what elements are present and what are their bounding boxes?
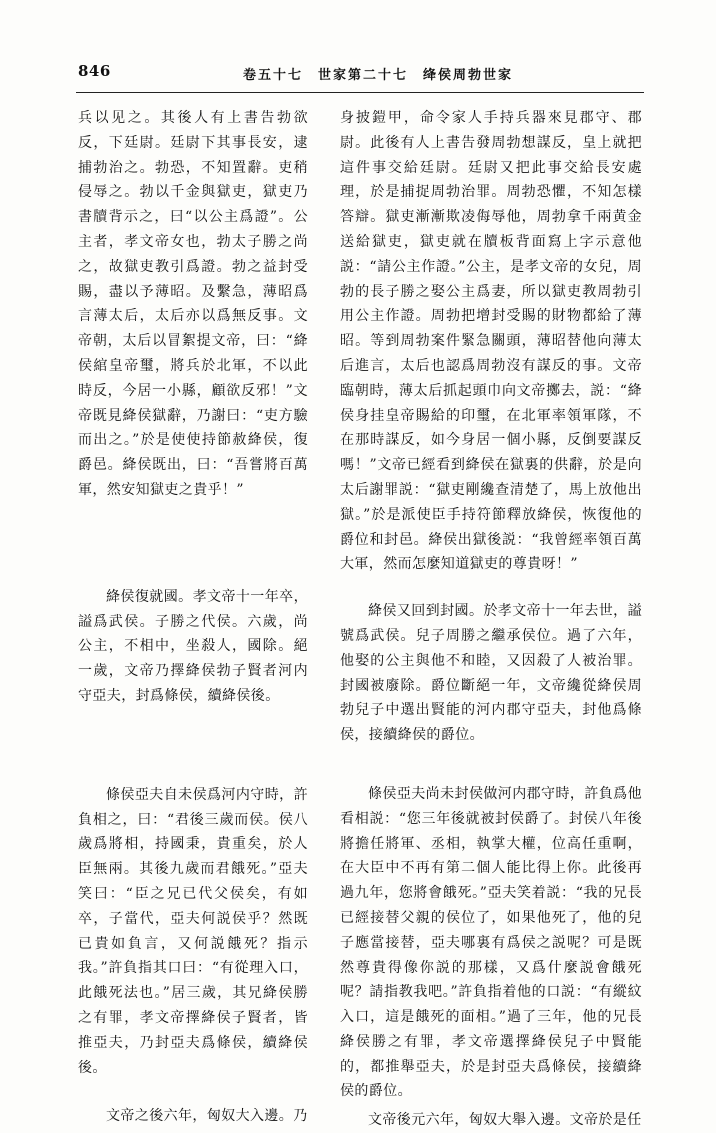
- translation-paragraph-1: 身披鎧甲，命令家人手持兵器來見郡守、郡尉。此後有人上書告發周勃想謀反，皇上就把這件事交給廷尉。廷尉又把此事交給長安處理，於是捕捉周勃治罪。周勃恐懼，不知怎樣答辯。獄吏漸漸欺凌侮辱他，周勃拿千兩黄金送給獄吏，獄吏就在牘板背面寫上字示意他説：“請公主作證。”公主，是孝文帝的女兒，周勃的長子勝之娶公主爲妻，所以獄吏教周勃引用公主作證。周勃把增封受賜的財物都給了薄昭。等到周勃案件緊急關頭，薄昭替他向薄太后進言，太后也認爲周勃沒有謀反的事。文帝臨朝時，薄太后抓起頭巾向文帝擲去，説：“絳侯身挂皇帝賜給的印璽，在北軍率領軍隊，不在那時謀反，如今身居一個小縣，反倒要謀反嗎！”文帝已經看到絳侯在獄裏的供辭，於是向太后謝罪説：“獄吏剛纔查清楚了，馬上放他出獄。”於是派使臣手持符節釋放絳侯，恢復他的爵位和封邑。絳侯出獄後説：“我曾經率領百萬大軍，然而怎麼知道獄吏的尊貴呀！”: [340, 110, 642, 573]
- original-paragraph-3: 條侯亞夫自未侯爲河内守時，許負相之，曰：“君後三歲而侯。侯八歲爲將相，持國秉，貴重矣，於人臣無兩。其後九歲而君餓死。”亞夫笑曰：“臣之兄已代父侯矣，有如卒，子當代，亞夫何説侯乎？然既已貴如負言，又何説餓死？指示我。”許負指其口曰：“有從理入口，此餓死法也。”居三歲，其兄絳侯勝之有罪，孝文帝擇絳侯子賢者，皆推亞夫，乃封亞夫爲條侯，續絳侯後。: [78, 786, 308, 1076]
- original-paragraph-4: 文帝之後六年，匈奴大入邊。乃: [106, 1108, 308, 1125]
- translation-column: [340, 106, 642, 1133]
- translation-paragraph-2: 絳侯又回到封國。於孝文帝十一年去世，謚號爲武侯。兒子周勝之繼承侯位。過了六年，他娶的公主與他不和睦，又因殺了人被治罪。封國被廢除。爵位斷絕一年，文帝纔從絳侯周勃兒子中選出賢能的河内郡守亞夫，封他爲條侯，接續絳侯的爵位。: [340, 603, 642, 744]
- page-number: 846: [78, 62, 111, 80]
- original-paragraph-1: 兵以见之。其後人有上書告勃欲反，下廷尉。廷尉下其事長安，逮捕勃治之。勃恐，不知置辭。吏稍侵辱之。勃以千金與獄吏，獄吏乃書牘背示之，曰“以公主爲證”。公主者，孝文帝女也，勃太子勝之尚之，故獄吏教引爲證。勃之益封受賜，盡以予薄昭。及繫急，薄昭爲言薄太后，太后亦以爲無反事。文帝朝，太后以冒絮提文帝，曰：“絳侯綰皇帝璽，將兵於北軍，不以此時反，今居一小縣，顧欲反邪！”文帝既見絳侯獄辭，乃謝曰：“吏方驗而出之。”於是使使持節赦絳侯，復爵邑。絳侯既出，曰：“吾嘗將百萬軍，然安知獄吏之貴乎！”: [78, 110, 308, 498]
- original-text-column: [78, 106, 308, 1129]
- original-paragraph-2: 絳侯復就國。孝文帝十一年卒，謚爲武侯。子勝之代侯。六歲，尚公主，不相中，坐殺人，國除。絕一歲，文帝乃擇絳侯勃子賢者河内守亞夫，封爲條侯，續絳侯後。: [78, 588, 308, 704]
- running-head: 卷五十七 世家第二十七 绛侯周勃世家: [242, 68, 513, 83]
- header-rule: [76, 92, 644, 93]
- translation-paragraph-3: 條侯亞夫尚未封侯做河内郡守時，許負爲他看相説：“您三年後就被封侯爵了。封侯八年後將擔任將軍、丞相，執掌大權，位高任重啊，在大臣中不再有第二個人能比得上你。此後再過九年，您將會餓死。”亞夫笑着説：“我的兄長已經接替父親的侯位了，如果他死了，他的兒子應當接替，亞夫哪裏有爲侯之説呢？可是既然尊貴得像你説的那樣，又爲什麼説會餓死呢？請指教我吧。”許負指着他的口説：“有縱紋入口，這是餓死的面相。”過了三年，他的兄長絳侯勝之有罪，孝文帝選擇絳侯兒子中賢能的，都推舉亞夫，於是封亞夫爲條侯，接續絳侯的爵位。: [340, 785, 642, 1100]
- translation-paragraph-4: 文帝後元六年，匈奴大舉入邊。文帝於是任: [368, 1112, 642, 1129]
